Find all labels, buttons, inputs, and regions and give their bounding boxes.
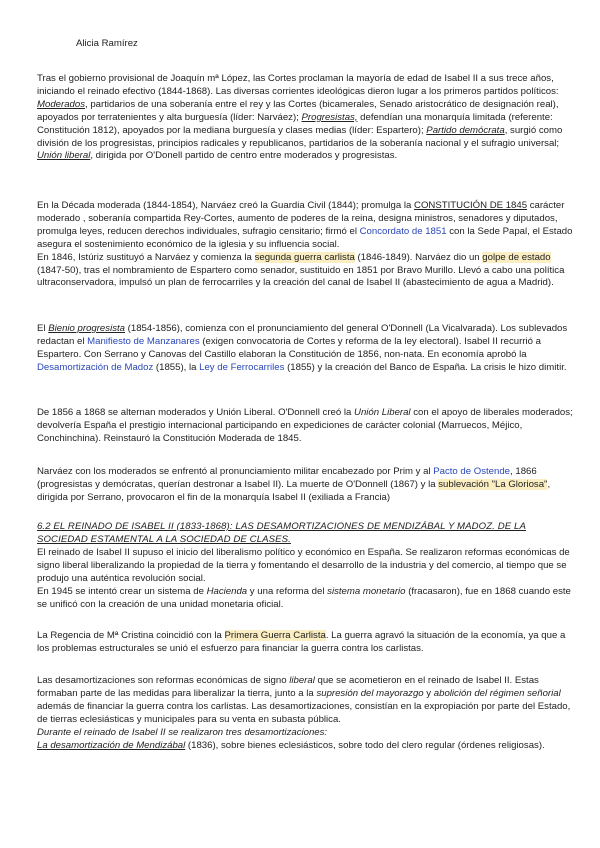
text: El reinado de Isabel II supuso el inicio del liberalismo político y económico en España. Se realizaron reformas económicas de signo liberal liberalizando la propiedad de la tierra y fomentando el desarrollo de la industria y del comercio, al tiempo que se produjo una auténtica revolución social. — [37, 547, 570, 584]
text: La Regencia de Mª Cristina coincidió con la — [37, 630, 225, 641]
text: , 1866 (progresistas y demócratas, querían destronar a Isabel II). La muerte de O'Donnell (1867) y la — [37, 466, 537, 490]
paragraph-alternancia — [37, 407, 573, 446]
text: El — [37, 323, 49, 334]
term-constitucion-1845: CONSTITUCIÓN DE 1845 — [414, 200, 528, 211]
text-durante: Durante el reinado de Isabel II se realizaron tres desamortizaciones: — [37, 726, 328, 738]
text: y una reforma del — [247, 585, 328, 597]
text: , surgió como división de los progresistas, principios radicales y republicanos, partidarios de la soberanía nacional y el sufragio universal; — [37, 124, 563, 149]
text: con el apoyo de liberales moderados; devolvería España el prestigio internacional participando en expediciones de carácter colonial (Marruecos, Méjico, Conchinchina). Reinstauró la Constitución Moderada de 1845. — [37, 407, 573, 444]
term-sistema-monetario: sistema monetario — [327, 585, 406, 597]
text: En 1846, Istúriz sustituyó a Narváez y comienza la — [37, 251, 255, 263]
text: (1855) y la creación del Banco de España. La crisis le hizo dimitir. — [284, 361, 567, 373]
term-hacienda: Hacienda — [206, 585, 248, 597]
term-union-liberal: Unión liberal — [37, 150, 91, 162]
link-ley-ferrocarriles[interactable]: Ley de Ferrocarriles — [199, 361, 285, 373]
text: (exigen convocatoria de Cortes y reforma de la ley electoral). Isabel II recurrió a Espartero. Con Serrano y Canovas del Castillo elaboran la Constitución de 1856, non-nata. En economía aprobó la — [37, 335, 541, 360]
link-concordato[interactable]: Concordato de 1851 — [359, 225, 447, 237]
text: Narváez con los moderados se enfrentó al pronunciamiento militar encabezado por Prim y al — [37, 466, 434, 477]
paragraph-regencia — [37, 630, 573, 656]
section-heading: 6.2 EL REINADO DE ISABEL II (1833-1868): LAS DESAMORTIZACIONES DE MENDIZÁBAL Y MADOZ. DE LA SOCIEDAD ESTAMENTAL A LA SOCIEDAD DE CLASES. — [37, 521, 526, 545]
link-desamortizacion-madoz[interactable]: Desamortización de Madoz — [37, 361, 154, 373]
paragraph-desamortizaciones — [37, 675, 573, 752]
text: que se acometieron en el reinado de Isabel II. Estas formaban parte de las medidas para liberalizar la tierra, junto a la — [37, 675, 539, 699]
text: En la Década moderada (1844-1854), Narváez creó la Guardia Civil (1844); promulga la — [37, 200, 415, 211]
text: (1855), la — [153, 361, 200, 373]
term-liberal: liberal — [289, 675, 315, 686]
highlight-golpe-estado: golpe de estado — [482, 251, 551, 263]
paragraph-parties — [37, 73, 573, 163]
text: , partidarios de una soberanía entre el rey y las Cortes (bicamerales, Senado aristocrático de designación real), apoyados por terratenientes y alta burguesía (líder: Narváez); — [37, 98, 559, 123]
term-abolicion-regimen: abolición del régimen señorial — [433, 687, 561, 699]
highlight-primera-guerra: Primera Guerra Carlista — [224, 630, 326, 641]
term-desamortizacion-mendizabal: La desamortización de Mendizábal — [37, 739, 186, 751]
text: (1854-1856), comienza con el pronunciamiento del general O'Donnell (La Vicalvarada). Los sublevados redactan el — [37, 323, 568, 347]
term-supresion-mayorazgo: supresión del mayorazgo — [316, 687, 424, 699]
text: con la Sede Papal, el Estado asegura el sostenimiento económico de la iglesia y su influencia social. — [37, 225, 573, 250]
term-moderados: Moderados — [37, 98, 85, 110]
text: (1846-1849). Narváez dio un — [354, 251, 483, 263]
text: . La guerra agravó la situación de la economía, ya que a los problemas estructurales se unió el esfuerzo para financiar la guerra contra los carlistas. — [37, 630, 566, 654]
text: (fracasaron), fue en 1868 cuando este se unificó con la creación de una unidad monetaria oficial. — [37, 585, 571, 610]
link-pacto-ostende[interactable]: Pacto de Ostende — [433, 466, 511, 477]
term-bienio-progresista: Bienio progresista — [48, 323, 125, 334]
author-name: Alicia Ramírez — [76, 38, 138, 49]
highlight-la-gloriosa: sublevación "La Gloriosa" — [438, 478, 548, 490]
paragraph-bienio — [37, 323, 573, 375]
text: , dirigida por Serrano, provocaron el fin de la monarquía Isabel II (exiliada a Francia) — [37, 478, 551, 503]
paragraph-decada-moderada — [37, 200, 573, 290]
term-partido-democrata: Partido demócrata — [426, 124, 505, 136]
text: (1836), sobre bienes eclesiásticos, sobre todo del clero regular (órdenes religiosas). — [185, 739, 545, 751]
text: y — [423, 687, 434, 699]
term-union-liberal: Unión Liberal — [354, 407, 411, 418]
text: En 1945 se intentó crear un sistema de — [37, 585, 207, 597]
paragraph-reformas — [37, 547, 573, 612]
text: Tras el gobierno provisional de Joaquín mª López, las Cortes proclaman la mayoría de edad de Isabel II a sus trece años, iniciando el reinado efectivo (1844-1868). Las diversas corrientes ideológicas dieron lugar a los primeros partidos políticos: — [37, 73, 559, 97]
paragraph-fin-monarquia — [37, 466, 573, 505]
link-manifiesto[interactable]: Manifiesto de Manzanares — [87, 335, 200, 347]
text: defendían una monarquía limitada (referente: Constitución 1812), apoyados por la mediana burguesía y clases medias (líder: Espartero); — [37, 111, 553, 136]
term-progresistas: Progresistas, — [301, 111, 358, 123]
text: De 1856 a 1868 se alternan moderados y Unión Liberal. O'Donnell creó la — [37, 407, 355, 418]
highlight-segunda-guerra: segunda guerra carlista — [254, 251, 355, 263]
text: Las desamortizaciones son reformas económicas de signo — [37, 675, 290, 686]
text: carácter moderado , soberanía compartida Rey-Cortes, aumento de poderes de la reina, designa ministros, senadores y diputados, promulga leyes, reducen derechos individuales, sufragio censitario; firmó el — [37, 200, 565, 237]
text: además de financiar la guerra contra los carlistas. Las desamortizaciones, consistían en la expropiación por parte del Estado, de tierras eclesiásticas y municipales para su venta en subasta pública. — [37, 700, 571, 725]
text: , dirigida por O'Donell partido de centro entre moderados y progresistas. — [90, 150, 398, 162]
text: (1847-50), tras el nombramiento de Espartero como senador, sustituido en 1851 por Bravo Murillo. Llevó a cabo una política ultraconservadora, impulsó un plan de ferrocarriles y la creación del canal de Isabel II (abastecimiento de agua a Madrid). — [37, 264, 565, 289]
